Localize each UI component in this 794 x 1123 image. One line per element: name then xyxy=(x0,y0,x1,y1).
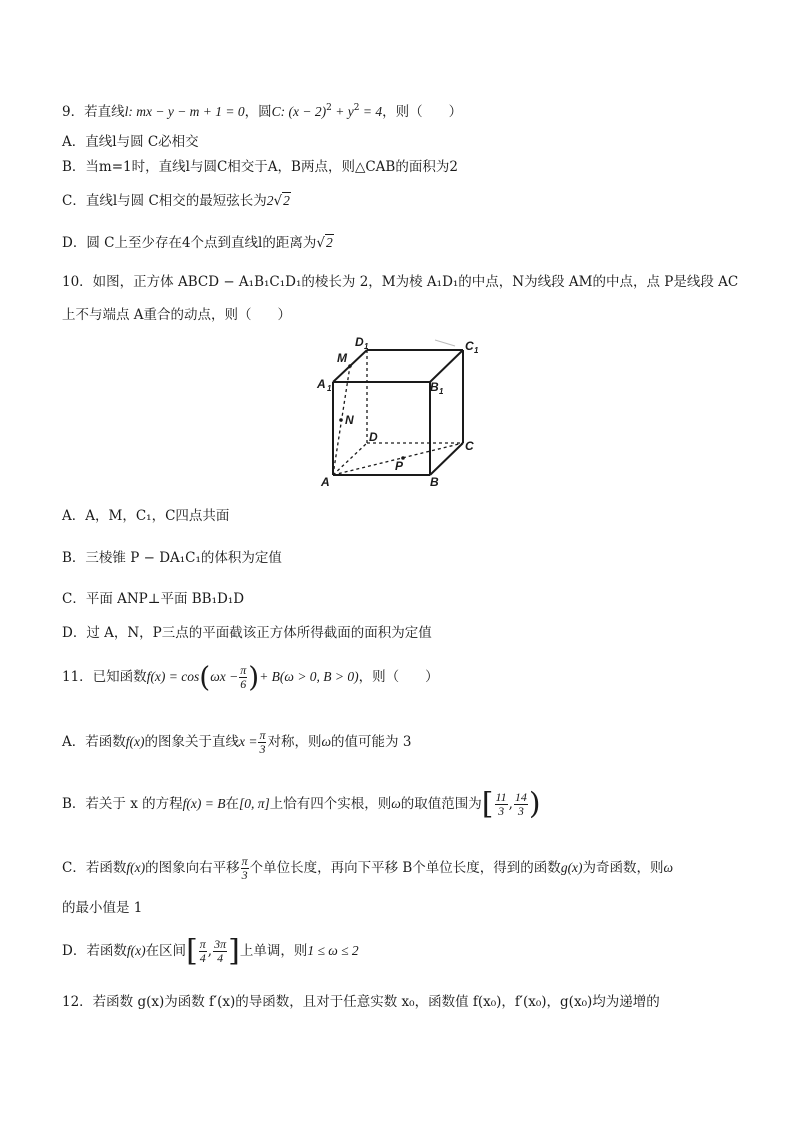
edge-b-c xyxy=(430,443,463,475)
cube-figure xyxy=(305,330,485,490)
label-a1: A xyxy=(317,377,326,391)
svg-text:1: 1 xyxy=(474,346,479,355)
label-b: B xyxy=(430,475,439,489)
svg-text:1: 1 xyxy=(439,387,444,396)
q10-stem-line2: 上不与端点 A重合的动点，则（ ） xyxy=(62,307,292,323)
edge-b1-c1 xyxy=(430,350,463,382)
label-d: D xyxy=(369,430,378,444)
edge-a-d xyxy=(333,443,367,475)
q11-option-c-line2: 的最小值是 1 xyxy=(62,900,143,916)
q9-option-b: B．当m=1时，直线l与圆C相交于A，B两点，则△CAB的面积为2 xyxy=(62,159,458,175)
q10-stem-line1: 10．如图，正方体 ABCD − A₁B₁C₁D₁的棱长为 2，M为棱 A₁D₁的中点，N为线段 AM的中点，点 P是线段 AC xyxy=(62,274,739,290)
stray-mark xyxy=(435,340,455,346)
svg-text:1: 1 xyxy=(364,342,369,351)
q9-option-d: D．圆 C上至少存在4个点到直线l的距离为√2 xyxy=(62,235,333,251)
q12-stem: 12．若函数 g(x)为函数 f′(x)的导函数，且对于任意实数 x₀，函数值 f(x₀)，f′(x₀)，g(x₀)均为递增的 xyxy=(62,994,660,1010)
label-c: C xyxy=(465,439,474,453)
q11-option-d: D．若函数f(x)在区间[ $\frac{\pi}{4}$ , $\frac{3\pi}{4}$ ]上单调，则1 ≤ ω ≤ 2 xyxy=(62,933,359,969)
label-a: A xyxy=(321,475,330,489)
label-p: P xyxy=(395,459,404,473)
q9-option-c: C．直线l与圆 C相交的最短弦长为2√2 xyxy=(62,193,290,209)
q9-stem: 9．若直线l: mx − y − m + 1 = 0，圆C: $(x - 2)^2 + y^2 = 4$，则（ ） xyxy=(62,103,463,120)
label-b1: B xyxy=(430,380,439,394)
q9-option-a: A．直线l与圆 C必相交 xyxy=(62,134,199,150)
svg-text:1: 1 xyxy=(327,384,332,393)
point-m xyxy=(348,364,352,368)
q10-option-d: D．过 A，N，P三点的平面截该正方体所得截面的面积为定值 xyxy=(62,625,432,641)
q11-stem: 11．已知函数f(x) = cos(ωx − $\frac{\pi}{6}$ )+ B(ω > 0, B > 0)，则（ ） xyxy=(62,660,439,694)
label-m: M xyxy=(337,351,347,365)
label-c1: C xyxy=(465,339,474,353)
q10-option-c: C．平面 ANP⊥平面 BB₁D₁D xyxy=(62,591,245,607)
label-d1: D xyxy=(355,335,364,349)
label-n: N xyxy=(345,413,354,427)
q11-option-c-line1: C．若函数f(x)的图象向右平移 $\frac{\pi}{3}$ 个单位长度，再向下平移 B个单位长度，得到的函数g(x)为奇函数，则ω xyxy=(62,854,674,882)
q10-option-a: A．A，M，C₁，C四点共面 xyxy=(62,508,230,524)
q11-option-b: B．若关于 x 的方程f(x) = B在[0, π]上恰有四个实根，则ω的取值范围为[ $\frac{11}{3}$ , $\frac{14}{3}$ ) xyxy=(62,786,541,822)
point-n xyxy=(339,418,343,422)
q11-option-a: A．若函数f(x)的图象关于直线x = $\frac{\pi}{3}$ 对称，则ω的值可能为 3 xyxy=(62,728,412,756)
q10-option-b: B．三棱锥 P − DA₁C₁的体积为定值 xyxy=(62,550,282,566)
